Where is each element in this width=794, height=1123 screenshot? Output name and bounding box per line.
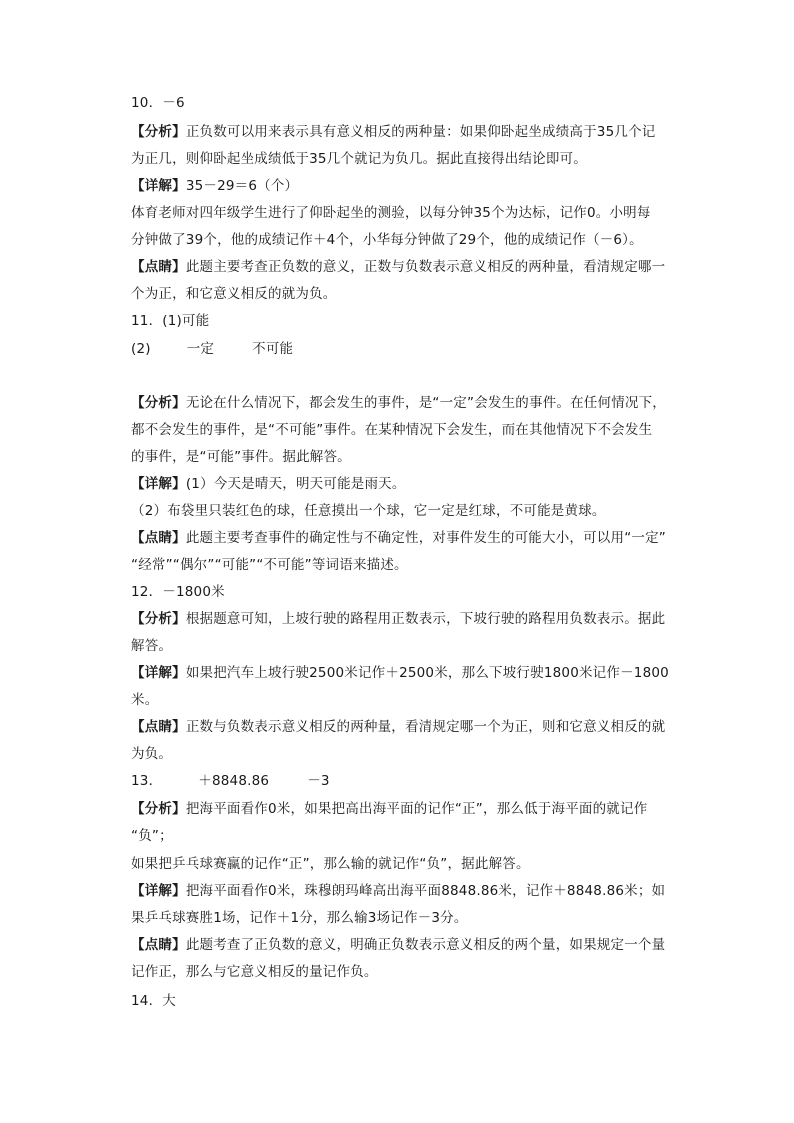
q11-detail-line-2: （2）布袋里只装红色的球，任意摸出一个球，它一定是红球，不可能是黄球。 xyxy=(131,503,606,519)
q10-comment-line-2: 个为正，和它意义相反的就为负。 xyxy=(131,286,337,302)
q12-comment-line-2: 为负。 xyxy=(131,746,173,762)
analysis-tag: 【分析】 xyxy=(131,801,186,817)
q11-comment-line-2: “经常”“偶尔”“可能”“不可能”等词语来描述。 xyxy=(131,557,408,573)
analysis-tag: 【分析】 xyxy=(131,395,186,411)
detail-text: (1）今天是晴天，明天可能是雨天。 xyxy=(185,476,406,492)
comment-tag: 【点睛】 xyxy=(131,530,186,546)
q13-analysis-line-2: “负”； xyxy=(131,828,173,844)
analysis-text: 把海平面看作0米，如果把高出海平面的记作“正”，那么低于海平面的就记作 xyxy=(185,801,648,817)
detail-text: 如果把汽车上坡行驶2500米记作＋2500米，那么下坡行驶1800米记作－1800 xyxy=(185,665,669,681)
q13-answer xyxy=(131,772,691,790)
q12-analysis-line-1 xyxy=(131,610,691,628)
detail-text: 35－29＝6（个） xyxy=(185,178,299,194)
comment-text: 此题主要考查正负数的意义，正数与负数表示意义相反的两种量，看清规定哪一 xyxy=(185,259,666,275)
comment-text: 此题主要考查事件的确定性与不确定性，对事件发生的可能大小，可以用“一定” xyxy=(185,530,666,546)
q13-answer-a: ＋8848.86 xyxy=(198,773,270,789)
analysis-text: 正负数可以用来表示具有意义相反的两种量：如果仰卧起坐成绩高于35几个记 xyxy=(185,124,656,140)
q11-answer-2-b: 不可能 xyxy=(252,341,294,357)
q10-detail-line-3: 分钟做了39个，他的成绩记作＋4个，小华每分钟做了29个，他的成绩记作（－6）。 xyxy=(131,232,643,248)
q13-analysis-line-3: 如果把乒乓球赛赢的记作“正”，那么输的就记作“负”，据此解答。 xyxy=(131,856,530,872)
q11-answer-2 xyxy=(131,340,691,358)
analysis-text: 根据题意可知，上坡行驶的路程用正数表示，下坡行驶的路程用负数表示。据此 xyxy=(185,611,666,627)
q13-comment-line-1 xyxy=(131,936,691,954)
analysis-tag: 【分析】 xyxy=(131,124,186,140)
q13-answer-num: 13． xyxy=(131,773,163,789)
detail-tag: 【详解】 xyxy=(131,476,186,492)
comment-text: 此题考查了正负数的意义，明确正负数表示意义相反的两个量，如果规定一个量 xyxy=(185,937,666,953)
detail-tag: 【详解】 xyxy=(131,665,186,681)
q11-detail-line-1 xyxy=(131,475,691,493)
detail-tag: 【详解】 xyxy=(131,883,186,899)
q10-detail-line-2: 体育老师对四年级学生进行了仰卧起坐的测验，以每分钟35个为达标，记作0。小明每 xyxy=(131,205,651,221)
q11-answer-2-num: (2) xyxy=(131,341,151,357)
q10-comment-line-1 xyxy=(131,258,691,276)
q12-detail-line-1 xyxy=(131,664,691,682)
comment-tag: 【点睛】 xyxy=(131,937,186,953)
q10-analysis-line-1 xyxy=(131,123,691,141)
analysis-text: 无论在什么情况下，都会发生的事件，是“一定”会发生的事件。在任何情况下， xyxy=(185,395,666,411)
q12-detail-line-2: 米。 xyxy=(131,692,159,708)
q13-comment-line-2: 记作正，那么与它意义相反的量记作负。 xyxy=(131,964,378,980)
q11-answer-2-a: 一定 xyxy=(186,341,215,357)
q13-detail-line-1 xyxy=(131,882,691,900)
q13-answer-b: －3 xyxy=(307,773,330,789)
q11-analysis-line-2: 都不会发生的事件，是“不可能”事件。在某种情况下会发生，而在其他情况下不会发生 xyxy=(131,422,653,438)
analysis-tag: 【分析】 xyxy=(131,611,186,627)
detail-tag: 【详解】 xyxy=(131,178,186,194)
comment-tag: 【点睛】 xyxy=(131,719,186,735)
q11-answer-1: 11．(1)可能 xyxy=(131,313,210,329)
q14-answer: 14．大 xyxy=(131,993,176,1009)
detail-text: 把海平面看作0米，珠穆朗玛峰高出海平面8848.86米，记作＋8848.86米；如 xyxy=(185,883,666,899)
q12-answer: 12．－1800米 xyxy=(131,584,225,600)
q10-answer: 10．－6 xyxy=(131,95,185,111)
q12-analysis-line-2: 解答。 xyxy=(131,638,173,654)
q13-analysis-line-1 xyxy=(131,800,691,818)
comment-tag: 【点睛】 xyxy=(131,259,186,275)
q12-comment-line-1 xyxy=(131,718,691,736)
q10-analysis-line-2: 为正几，则仰卧起坐成绩低于35几个就记为负几。据此直接得出结论即可。 xyxy=(131,151,587,167)
q11-analysis-line-3: 的事件，是“可能”事件。据此解答。 xyxy=(131,449,351,465)
q10-detail-line-1 xyxy=(131,177,691,195)
q11-analysis-line-1 xyxy=(131,394,691,412)
comment-text: 正数与负数表示意义相反的两种量，看清规定哪一个为正，则和它意义相反的就 xyxy=(185,719,666,735)
q11-comment-line-1 xyxy=(131,529,691,547)
q13-detail-line-2: 果乒乓球赛胜1场，记作＋1分，那么输3场记作－3分。 xyxy=(131,910,468,926)
